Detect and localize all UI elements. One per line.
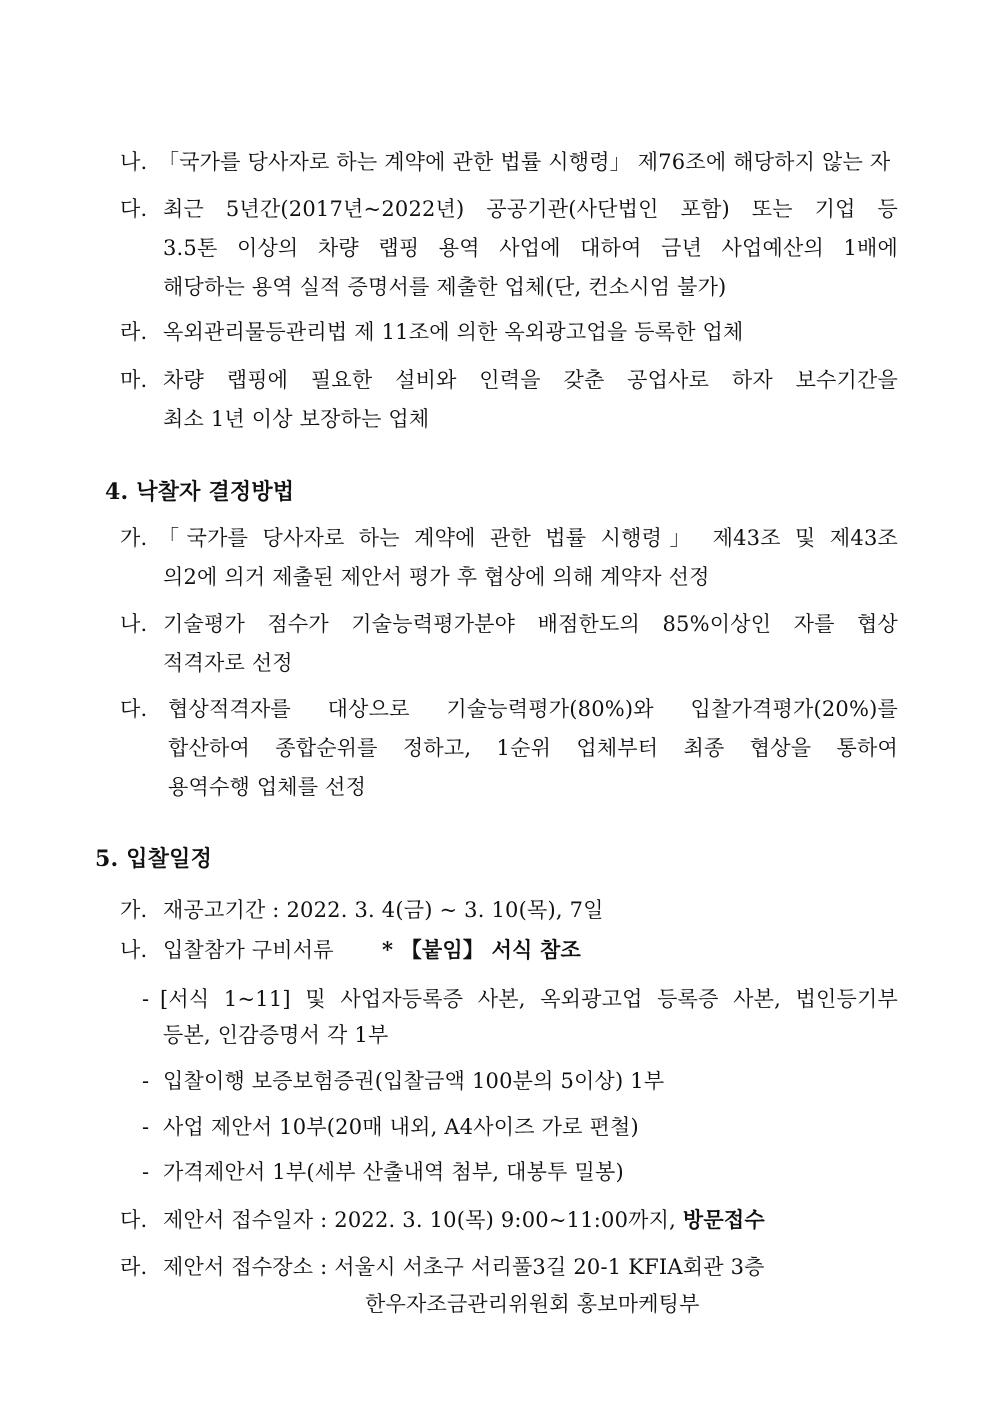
s5-na-text: 입찰참가 구비서류 (163, 938, 334, 962)
s4-na-marker: 나. (120, 612, 148, 636)
s5-da-emphasis: 방문접수 (682, 1207, 765, 1232)
s3-ra-text: 옥외관리물등관리법 제 11조에 의한 옥외광고업을 등록한 업체 (163, 320, 744, 344)
s5-na-note: * 【붙임】 서식 참조 (382, 937, 582, 962)
s3-da-marker: 다. (120, 197, 148, 221)
s5-bullet-1-line-2: 등본, 인감증명서 각 1부 (163, 1023, 389, 1047)
s5-ra-line-2: 한우자조금관리위원회 홍보마케팅부 (365, 1292, 700, 1316)
s3-na-marker: 나. (120, 150, 148, 174)
s4-na-line-2: 적격자로 선정 (163, 651, 293, 675)
s3-da-line-1: 최근 5년간(2017년~2022년) 공공기관(사단법인 포함) 또는 기업 등 (163, 197, 898, 221)
s5-ga-text: 재공고기간 : 2022. 3. 4(금) ~ 3. 10(목), 7일 (163, 898, 604, 922)
s5-ra-text: 제안서 접수장소 : 서울시 서초구 서리풀3길 20-1 KFIA회관 3층 (163, 1255, 765, 1279)
s5-na-marker: 나. (120, 938, 148, 962)
s5-bullet-4-dash: - (142, 1160, 150, 1184)
s4-na-line-1: 기술평가 점수가 기술능력평가분야 배점한도의 85%이상인 자를 협상 (163, 612, 898, 636)
s5-bullet-1-dash: - (142, 987, 150, 1011)
s4-da-marker: 다. (120, 697, 148, 721)
s5-bullet-2-dash: - (142, 1069, 150, 1093)
s3-ra-marker: 라. (120, 320, 148, 344)
s4-da-line-2: 합산하여 종합순위를 정하고, 1순위 업체부터 최종 협상을 통하여 (168, 736, 898, 760)
s4-da-line-3: 용역수행 업체를 선정 (168, 775, 367, 799)
s5-da-text-main: 제안서 접수일자 : 2022. 3. 10(목) 9:00~11:00까지, (163, 1208, 676, 1232)
s3-ma-marker: 마. (120, 368, 148, 392)
s5-bullet-2-text: 입찰이행 보증보험증권(입찰금액 100분의 5이상) 1부 (163, 1069, 665, 1093)
s4-ga-line-2: 의2에 의거 제출된 제안서 평가 후 협상에 의해 계약자 선정 (163, 565, 710, 589)
s3-ma-line-2: 최소 1년 이상 보장하는 업체 (163, 407, 430, 431)
s5-da-marker: 다. (120, 1208, 148, 1232)
s3-ma-line-1: 차량 랩핑에 필요한 설비와 인력을 갖춘 공업사로 하자 보수기간을 (163, 368, 898, 392)
s5-da-text (163, 1206, 765, 1234)
s4-ga-line-1: 「국가를 당사자로 하는 계약에 관한 법률 시행령」 제43조 및 제43조 (158, 526, 898, 550)
s5-bullet-3-text: 사업 제안서 10부(20매 내외, A4사이즈 가로 편철) (163, 1115, 639, 1139)
s5-ra-marker: 라. (120, 1255, 148, 1279)
s5-bullet-3-dash: - (142, 1115, 150, 1139)
s5-bullet-1-line-1: [서식 1~11] 및 사업자등록증 사본, 옥외광고업 등록증 사본, 법인등기부 (160, 987, 898, 1011)
s4-da-line-1: 협상적격자를 대상으로 기술능력평가(80%)와 입찰가격평가(20%)를 (168, 697, 898, 721)
s3-da-line-3: 해당하는 용역 실적 증명서를 제출한 업체(단, 컨소시엄 불가) (163, 275, 727, 299)
s4-ga-marker: 가. (120, 526, 148, 550)
s5-ga-marker: 가. (120, 898, 148, 922)
s3-da-line-2: 3.5톤 이상의 차량 랩핑 용역 사업에 대하여 금년 사업예산의 1배에 (163, 236, 898, 260)
section5-title: 5. 입찰일정 (95, 846, 213, 872)
s3-na-text: 「국가를 당사자로 하는 계약에 관한 법률 시행령」 제76조에 해당하지 않는 자 (158, 150, 891, 174)
s5-bullet-4-text: 가격제안서 1부(세부 산출내역 첨부, 대봉투 밀봉) (163, 1160, 624, 1184)
section4-title: 4. 낙찰자 결정방법 (105, 479, 295, 505)
